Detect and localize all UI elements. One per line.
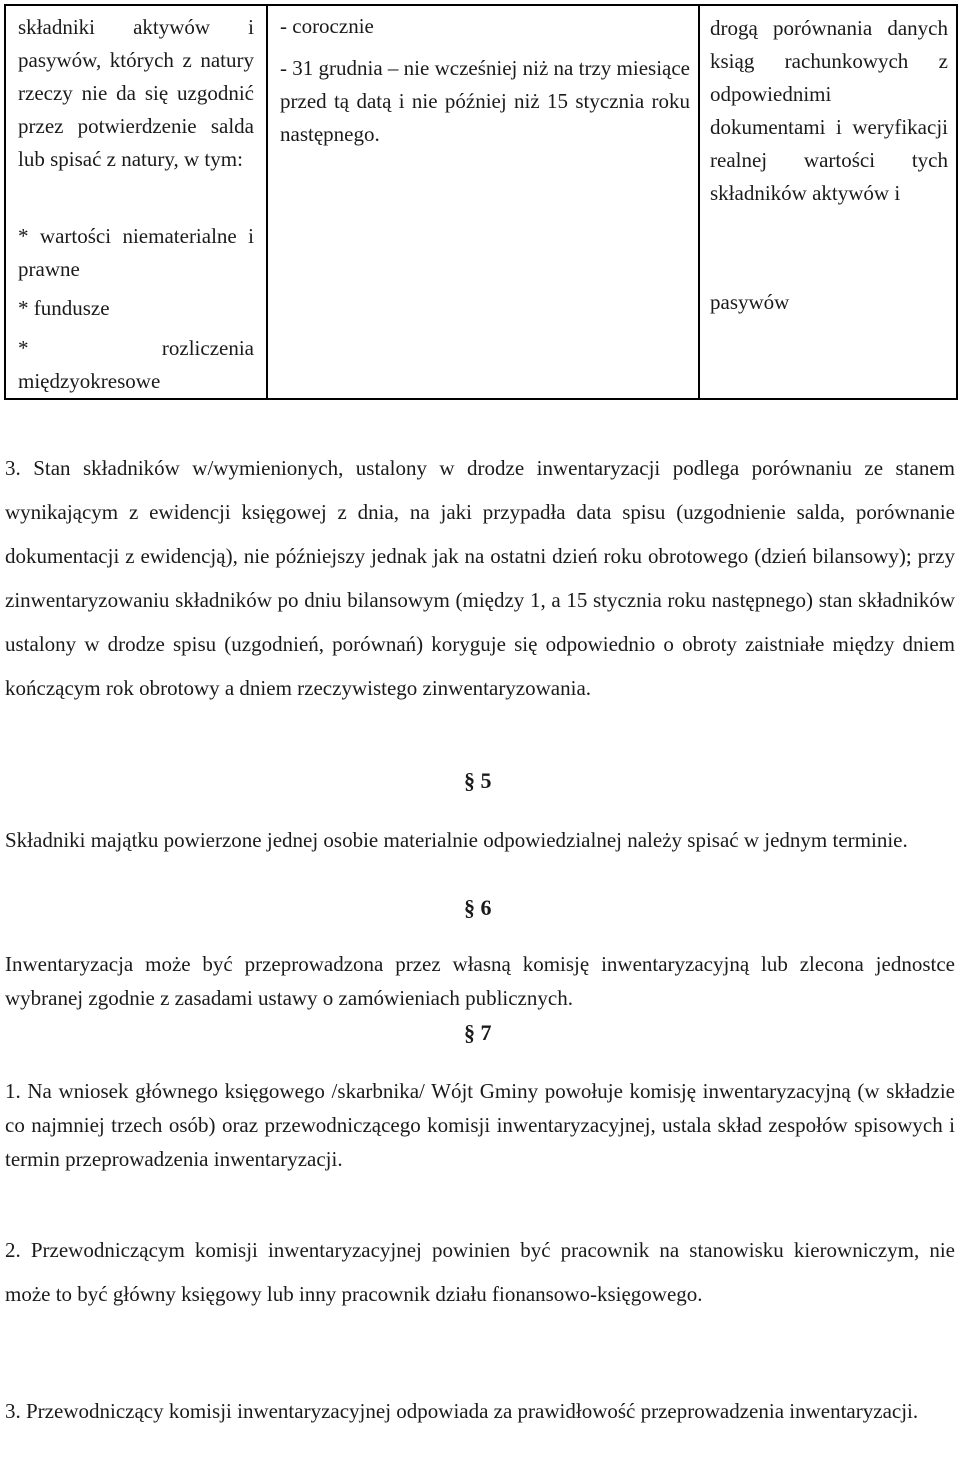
section-5-text: Składniki majątku powierzone jednej osobie materialnie odpowiedzialnej należy spisać w jednym terminie.	[5, 828, 908, 852]
section-6-text: Inwentaryzacja może być przeprowadzona przez własną komisję inwentaryzacyjną lub zlecona jednostce wybranej zgodnie z zasadami ustawy o zamówieniach publicznych.	[5, 952, 955, 1010]
section-heading-6: § 6	[464, 895, 492, 920]
cell-assets-item-accruals: * rozliczenia międzyokresowe	[18, 336, 254, 393]
cell-method-text: drogą porównania danych ksiąg rachunkowych z odpowiednimi dokumentami i weryfikacji realnej wartości tych składników aktywów i	[710, 16, 948, 205]
table-cell-timing	[268, 6, 700, 398]
cell-method-last: pasywów	[710, 290, 790, 314]
paragraph-3-stock-comparison: 3. Stan składników w/wymienionych, ustalony w drodze inwentaryzacji podlega porównaniu ze stanem wynikającym z ewidencji księgowej z dnia, na jaki przypadła data spisu (uzgodnienie salda, porównanie dokumentacji z ewidencją), nie późniejszy jednak jak na ostatni dzień roku obrotowego (dzień bilansowy); przy zinwentaryzowaniu składników po dniu bilansowym (między 1, a 15 stycznia roku następnego) stan składników ustalony w drodze spisu (uzgodnień, porównań) koryguje się odpowiednio o obroty zaistniałe między dniem kończącym rok obrotowy a dniem rzeczywistego zinwentaryzowania.	[5, 456, 955, 700]
cell-assets-item-funds: * fundusze	[18, 296, 110, 320]
table-cell-assets	[6, 6, 268, 398]
section-heading-7: § 7	[464, 1020, 492, 1045]
table-cell-method	[700, 6, 956, 398]
section-7-paragraph-2: 2. Przewodniczącym komisji inwentaryzacyjnej powinien być pracownik na stanowisku kierowniczym, nie może to być główny księgowy lub inny pracownik działu fionansowo-księgowego.	[5, 1238, 955, 1306]
section-heading-5: § 5	[464, 768, 492, 793]
section-7-paragraph-1: 1. Na wniosek głównego księgowego /skarbnika/ Wójt Gminy powołuje komisję inwentaryzacyjną (w składzie co najmniej trzech osób) oraz przewodniczącego komisji inwentaryzacyjnej, ustala skład zespołów spisowych i termin przeprowadzenia inwentaryzacji.	[5, 1079, 955, 1171]
cell-assets-item-intangibles: * wartości niematerialne i prawne	[18, 224, 254, 281]
cell-timing-annual: - corocznie	[280, 14, 374, 38]
cell-timing-deadline: - 31 grudnia – nie wcześniej niż na trzy miesiące przed tą datą i nie później niż 15 stycznia roku następnego.	[280, 56, 690, 146]
inventory-methods-table	[4, 4, 958, 400]
cell-assets-intro: składniki aktywów i pasywów, których z natury rzeczy nie da się uzgodnić przez potwierdzenie salda lub spisać z natury, w tym:	[18, 15, 254, 171]
section-7-paragraph-3: 3. Przewodniczący komisji inwentaryzacyjnej odpowiada za prawidłowość przeprowadzenia inwentaryzacji.	[5, 1399, 919, 1423]
